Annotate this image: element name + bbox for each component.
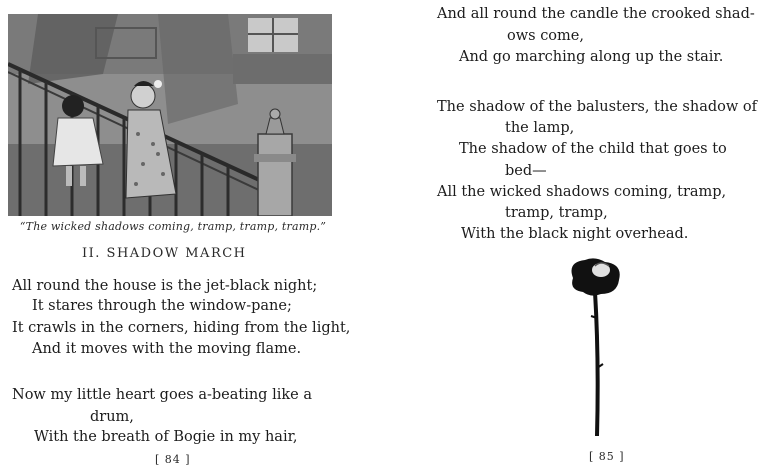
verse-line: And it moves with the moving flame. bbox=[32, 341, 302, 357]
verse-line: bed— bbox=[505, 163, 547, 179]
verse-line: All the wicked shadows coming, tramp, bbox=[437, 184, 727, 200]
verse-line: the lamp, bbox=[505, 120, 575, 136]
verse-line: It crawls in the corners, hiding from the light, bbox=[12, 320, 351, 336]
left-page bbox=[0, 0, 350, 470]
verse-line: All round the house is the jet-black night; bbox=[12, 278, 318, 294]
page-number: [ 85 ] bbox=[589, 450, 625, 463]
verse-line: With the black night overhead. bbox=[461, 226, 689, 242]
verse-line: It stares through the window-pane; bbox=[32, 298, 292, 314]
verse-line: And all round the candle the crooked shad- bbox=[437, 6, 755, 22]
verse-line: tramp, tramp, bbox=[505, 205, 608, 221]
verse-line: And go marching along up the stair. bbox=[459, 49, 724, 65]
flower-child-ornament bbox=[565, 258, 625, 442]
verse-line: drum, bbox=[90, 409, 134, 425]
verse-line: The shadow of the child that goes to bbox=[459, 141, 727, 157]
illustration-drawing bbox=[8, 14, 332, 216]
stair-children-illustration bbox=[8, 14, 332, 216]
verse-line: The shadow of the balusters, the shadow of bbox=[437, 99, 757, 115]
verse-line: ows come, bbox=[507, 28, 584, 44]
page-number: [ 84 ] bbox=[155, 453, 191, 466]
verse-line: With the breath of Bogie in my hair, bbox=[34, 429, 298, 445]
poem-title: II. SHADOW MARCH bbox=[82, 246, 247, 261]
illustration-caption: “The wicked shadows coming, tramp, tramp, tramp.” bbox=[19, 220, 327, 233]
right-page bbox=[395, 0, 765, 470]
verse-line: Now my little heart goes a-beating like a bbox=[12, 387, 312, 403]
